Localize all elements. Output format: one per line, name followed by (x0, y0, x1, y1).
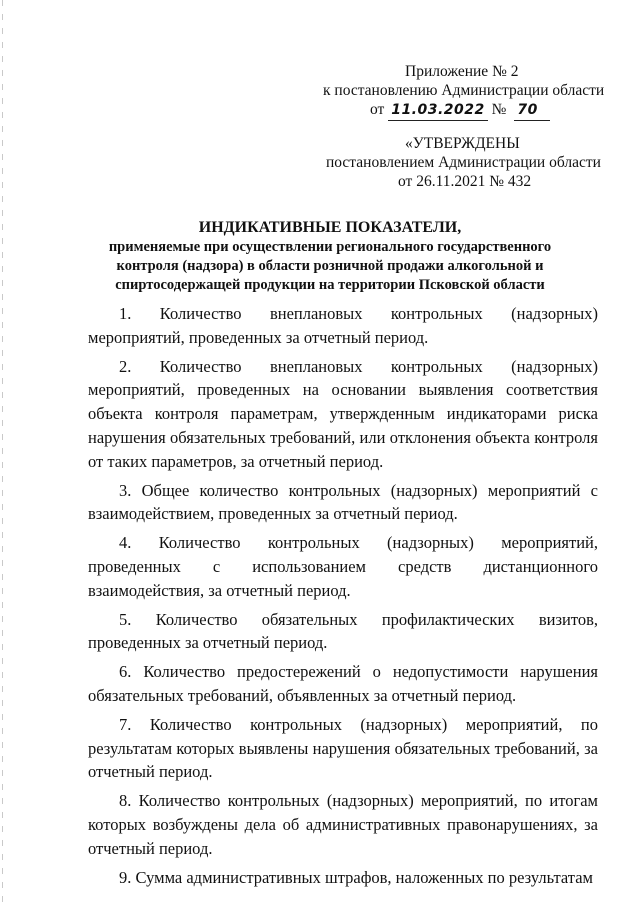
handwritten-date: 11.03.2022 (388, 101, 488, 121)
approved-date: от 26.11.2021 № 432 (398, 173, 532, 190)
indicator-item-5: 5. Количество обязательных профилактических визитов, проведенных за отчетный период. (88, 609, 598, 653)
handwritten-number: 70 (514, 101, 550, 121)
indicator-item-8: 8. Количество контрольных (надзорных) мероприятий, по итогам которых возбуждены дела об административных правонарушениях, за отчетный период. (88, 791, 598, 858)
title-main: ИНДИКАТИВНЫЕ ПОКАЗАТЕЛИ, (198, 219, 462, 236)
from-label: от (370, 101, 385, 118)
indicator-item-1: 1. Количество внеплановых контрольных (надзорных) мероприятий, проведенных за отчетный период. (88, 304, 598, 347)
appendix-reference: к постановлению Администрации области (323, 82, 605, 99)
title-subtitle-line-3: спиртосодержащей продукции на территории Псковской области (115, 277, 545, 293)
indicator-item-3: 3. Общее количество контрольных (надзорных) мероприятий с взаимодействием, проведенных за отчетный период. (88, 480, 598, 524)
approved-by: постановлением Администрации области (326, 154, 601, 171)
number-label: № (491, 101, 507, 118)
indicator-list (88, 302, 598, 894)
indicator-item-6: 6. Количество предостережений о недопустимости нарушения обязательных требований, объявленных за отчетный период. (88, 662, 598, 705)
indicator-item-2: 2. Количество внеплановых контрольных (надзорных) мероприятий, проведенных на основании выявления соответствия объекта контроля параметрам, утвержденным индикаторами риска нарушения обязательных требований, или отклонения объекта контроля от таких параметров, за отчетный период. (88, 356, 598, 471)
appendix-number: Приложение № 2 (405, 63, 519, 80)
appendix-date-number-line (318, 100, 618, 121)
approved-title: «УТВЕРЖДЕНЫ (405, 135, 520, 152)
indicator-item-7: 7. Количество контрольных (надзорных) мероприятий, по результатам которых выявлены нарушения обязательных требований, за отчетный период. (88, 714, 598, 782)
document-title (80, 218, 580, 295)
title-subtitle-line-1: применяемые при осуществлении регионального государственного (108, 239, 552, 255)
appendix-header (318, 62, 618, 121)
title-subtitle-line-2: контроля (надзора) в области розничной продажи алкогольной и (116, 258, 544, 274)
approved-block (318, 134, 618, 191)
scan-edge-marks (2, 0, 3, 905)
indicator-item-9: 9. Сумма административных штрафов, наложенных по результатам (119, 867, 593, 887)
indicator-item-4: 4. Количество контрольных (надзорных) мероприятий, проведенных с использованием средств дистанционного взаимодействия, за отчетный период. (88, 533, 598, 600)
